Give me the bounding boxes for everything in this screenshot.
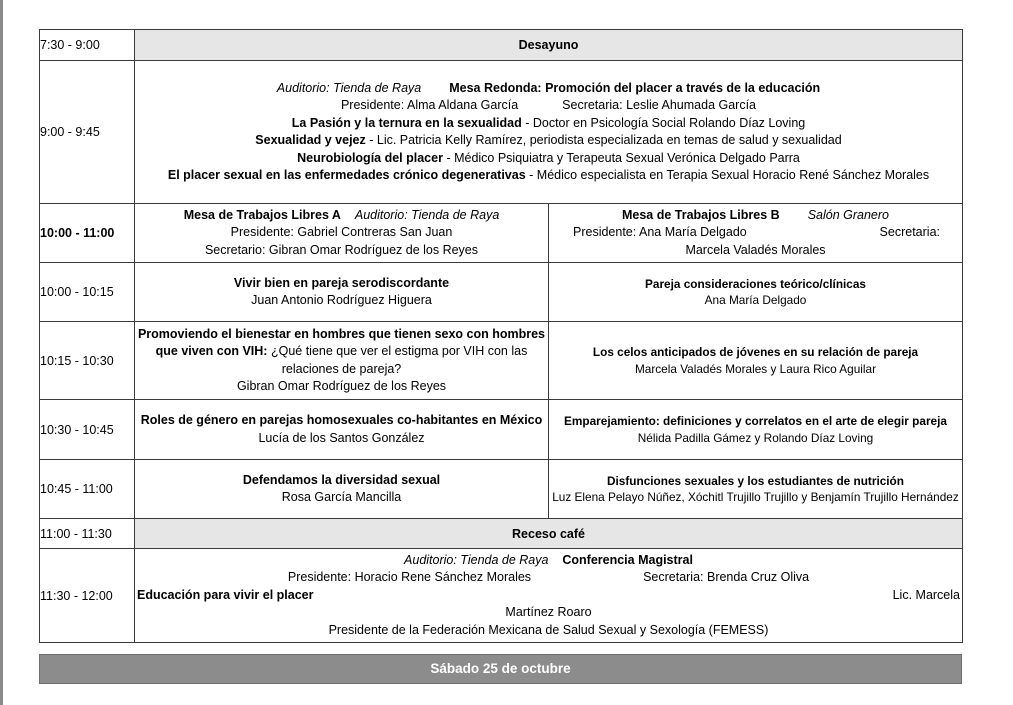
conferencia-header <box>135 552 962 570</box>
session-b-cell <box>549 263 963 322</box>
paper-title <box>135 326 548 379</box>
mesa-a-secretary: Secretario: Gibran Omar Rodríguez de los Reyes <box>204 242 479 257</box>
session-title: Mesa Redonda: Promoción del placer a través de la educación <box>449 80 821 95</box>
president: Presidente: Horacio Rene Sánchez Morales <box>287 570 532 585</box>
paper-authors: Gibran Omar Rodríguez de los Reyes <box>236 379 447 393</box>
secretary: Secretaria: Leslie Ahumada García <box>562 98 757 112</box>
mesa-a-president: Presidente: Gabriel Contreras San Juan <box>230 225 453 240</box>
mesa-b-officers <box>549 224 962 242</box>
day-header-bar: Sábado 25 de octubre <box>39 654 962 684</box>
page-edge <box>0 0 3 705</box>
paper-title-text: Defendamos la diversidad sexual <box>242 472 441 487</box>
mesa-redonda-officers <box>135 97 962 115</box>
paper-title <box>135 472 548 490</box>
time-cell: 10:00 - 10:15 <box>40 263 135 322</box>
paper-title-text: Roles de género en parejas homosexuales co-habitantes en México <box>140 413 543 427</box>
paper-authors: Luz Elena Pelayo Núñez, Xóchitl Trujillo Trujillo y Benjamín Trujillo Hernández <box>552 490 959 504</box>
time-cell: 10:30 - 10:45 <box>40 400 135 460</box>
row-mesa-redonda <box>40 61 963 204</box>
session-b-cell <box>549 322 963 400</box>
conferencia-talk <box>135 587 962 605</box>
paper-title <box>549 276 962 293</box>
talk <box>135 132 962 150</box>
talk <box>135 150 962 168</box>
talk-speaker: - Médico especialista en Terapia Sexual Horacio René Sánchez Morales <box>525 168 930 182</box>
talk-title: Neurobiología del placer <box>297 150 443 165</box>
time-cell: 7:30 - 9:00 <box>40 30 135 61</box>
mesa-redonda-header <box>135 80 962 98</box>
schedule-table <box>39 29 963 643</box>
paper-authors: Juan Antonio Rodríguez Higuera <box>251 293 432 307</box>
paper-title-text: Emparejamiento: definiciones y correlatos en el arte de elegir pareja <box>564 414 947 428</box>
desayuno-title: Desayuno <box>135 30 963 61</box>
paper-title <box>135 412 548 430</box>
receso-title: Receso café <box>135 519 963 549</box>
paper-title-rest: ¿Qué tiene que ver el estigma por VIH con las relaciones de pareja? <box>267 344 528 376</box>
paper-title-text: Disfunciones sexuales y los estudiantes de nutrición <box>607 473 904 488</box>
mesa-a-title: Mesa de Trabajos Libres A <box>183 207 341 222</box>
paper-title <box>549 344 962 361</box>
speaker-role: Presidente de la Federación Mexicana de Salud Sexual y Sexología (FEMESS) <box>328 622 769 637</box>
mesa-b-president: Presidente: Ana María Delgado <box>573 225 747 240</box>
session-a-cell <box>135 263 549 322</box>
talk-speaker: - Doctor en Psicología Social Rolando Díaz Loving <box>521 115 806 130</box>
talk-title: Sexualidad y vejez <box>255 133 366 147</box>
row-session <box>40 400 963 460</box>
paper-title <box>135 275 548 293</box>
paper-authors: Nélida Padilla Gámez y Rolando Díaz Loving <box>637 430 874 445</box>
mesa-redonda-cell <box>135 61 963 204</box>
paper-title-text: Los celos anticipados de jóvenes en su relación de pareja <box>592 345 919 359</box>
paper-title <box>549 473 962 490</box>
paper-authors: Marcela Valadés Morales y Laura Rico Aguilar <box>634 361 877 376</box>
president: Presidente: Alma Aldana García <box>340 98 519 112</box>
talk-speaker: - Lic. Patricia Kelly Ramírez, periodista especializada en temas de salud y sexualidad <box>365 133 842 147</box>
conferencia-cell <box>135 549 963 643</box>
paper-authors: Rosa García Mancilla <box>281 490 402 504</box>
talk <box>135 115 962 133</box>
session-a-cell <box>135 460 549 519</box>
talk-speaker: - Médico Psiquiatra y Terapeuta Sexual Verónica Delgado Parra <box>442 150 800 165</box>
row-session <box>40 460 963 519</box>
speaker-part2: Martínez Roaro <box>505 605 592 620</box>
paper-authors: Ana María Delgado <box>704 293 807 307</box>
time-cell: 10:45 - 11:00 <box>40 460 135 519</box>
time-cell: 11:00 - 11:30 <box>40 519 135 549</box>
time-cell: 11:30 - 12:00 <box>40 549 135 643</box>
row-session <box>40 263 963 322</box>
talk-title: Educación para vivir el placer <box>137 587 314 602</box>
mesa-b-header <box>549 207 962 225</box>
mesa-b-venue: Salón Granero <box>807 207 889 222</box>
paper-title-text: Pareja consideraciones teórico/clínicas <box>645 276 866 291</box>
mesa-a-venue: Auditorio: Tienda de Raya <box>354 207 500 222</box>
time-cell: 10:00 - 11:00 <box>40 204 135 263</box>
paper-title-text: Promoviendo el bienestar en hombres que tienen sexo con hombres que viven con VIH: <box>137 326 546 358</box>
row-conferencia <box>40 549 963 643</box>
venue: Auditorio: Tienda de Raya <box>404 552 549 567</box>
row-trabajos-libres <box>40 204 963 263</box>
paper-title <box>549 413 962 430</box>
session-b-cell <box>549 460 963 519</box>
mesa-b-title: Mesa de Trabajos Libres B <box>621 207 780 222</box>
talk-title: La Pasión y la ternura en la sexualidad <box>291 115 522 130</box>
secretary: Secretaria: Brenda Cruz Oliva <box>643 570 810 585</box>
conferencia-officers <box>135 569 962 587</box>
session-title: Conferencia Magistral <box>562 552 693 567</box>
session-b-cell <box>549 400 963 460</box>
row-receso <box>40 519 963 549</box>
session-a-cell <box>135 322 549 400</box>
mesa-b-cell <box>549 204 963 263</box>
mesa-b-secretary-label: Secretaria: <box>879 225 940 240</box>
mesa-b-secretary-name: Marcela Valadés Morales <box>685 242 826 257</box>
speaker-part1: Lic. Marcela <box>892 587 960 602</box>
time-cell: 10:15 - 10:30 <box>40 322 135 400</box>
paper-title-text: Vivir bien en pareja serodiscordante <box>233 275 450 290</box>
mesa-a-cell <box>135 204 549 263</box>
mesa-a-header <box>135 207 548 225</box>
session-a-cell <box>135 400 549 460</box>
talk-title: El placer sexual en las enfermedades crónico degenerativas <box>167 168 526 182</box>
row-session <box>40 322 963 400</box>
paper-authors: Lucía de los Santos González <box>258 430 425 445</box>
venue: Auditorio: Tienda de Raya <box>276 80 422 95</box>
row-desayuno <box>40 30 963 61</box>
time-cell: 9:00 - 9:45 <box>40 61 135 204</box>
talk <box>135 167 962 185</box>
